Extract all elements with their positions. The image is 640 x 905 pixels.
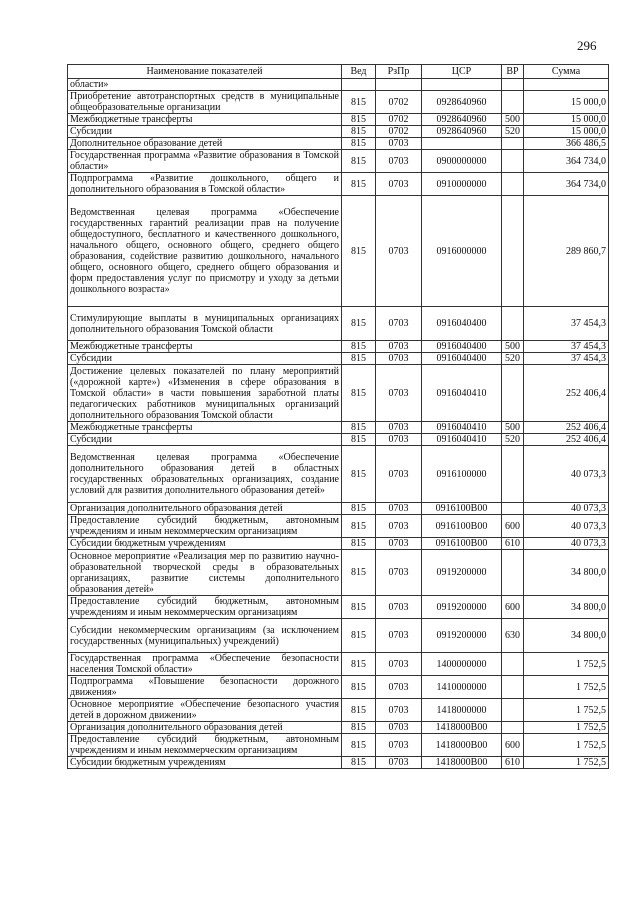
cell-ved: 815 bbox=[342, 653, 376, 676]
cell-sum: 34 800,0 bbox=[524, 596, 609, 619]
cell-name: Субсидии бюджетным учреждениям bbox=[68, 757, 342, 769]
cell-name: Субсидии bbox=[68, 434, 342, 446]
table-row bbox=[68, 722, 609, 734]
cell-sum bbox=[524, 79, 609, 91]
cell-name: Субсидии некоммерческим организациям (за исключением государственных (муниципальных) учреждений) bbox=[68, 619, 342, 653]
cell-vr bbox=[502, 446, 524, 503]
cell-name: Дополнительное образование детей bbox=[68, 138, 342, 150]
cell-vr: 610 bbox=[502, 757, 524, 769]
cell-name: Основное мероприятие «Реализация мер по развитию научно-образовательной творческой среды в образовательных организациях, развитие системы дополнительного образования детей» bbox=[68, 550, 342, 596]
cell-rzpr: 0702 bbox=[376, 126, 422, 138]
cell-csr: 0916040410 bbox=[422, 422, 502, 434]
cell-sum: 40 073,3 bbox=[524, 538, 609, 550]
cell-rzpr: 0703 bbox=[376, 434, 422, 446]
cell-rzpr: 0703 bbox=[376, 734, 422, 757]
cell-ved: 815 bbox=[342, 353, 376, 365]
table-row bbox=[68, 126, 609, 138]
cell-csr: 0916100В00 bbox=[422, 538, 502, 550]
cell-ved: 815 bbox=[342, 503, 376, 515]
cell-vr: 520 bbox=[502, 353, 524, 365]
cell-ved: 815 bbox=[342, 126, 376, 138]
cell-sum: 37 454,3 bbox=[524, 307, 609, 341]
cell-name: Субсидии bbox=[68, 126, 342, 138]
cell-csr: 0928640960 bbox=[422, 91, 502, 114]
header-vr: ВР bbox=[502, 65, 524, 79]
table-row bbox=[68, 196, 609, 307]
cell-vr bbox=[502, 91, 524, 114]
cell-csr: 0910000000 bbox=[422, 173, 502, 196]
cell-name: Государственная программа «Развитие образования в Томской области» bbox=[68, 150, 342, 173]
cell-vr: 520 bbox=[502, 126, 524, 138]
cell-csr: 0928640960 bbox=[422, 114, 502, 126]
cell-sum: 40 073,3 bbox=[524, 503, 609, 515]
cell-name: Межбюджетные трансферты bbox=[68, 422, 342, 434]
cell-csr bbox=[422, 138, 502, 150]
table-row bbox=[68, 422, 609, 434]
cell-name: Межбюджетные трансферты bbox=[68, 341, 342, 353]
table-row bbox=[68, 619, 609, 653]
cell-rzpr: 0703 bbox=[376, 422, 422, 434]
cell-vr: 520 bbox=[502, 434, 524, 446]
cell-csr: 0928640960 bbox=[422, 126, 502, 138]
cell-vr bbox=[502, 173, 524, 196]
header-ved: Вед bbox=[342, 65, 376, 79]
cell-name: Подпрограмма «Развитие дошкольного, общего и дополнительного образования в Томской области» bbox=[68, 173, 342, 196]
cell-vr: 600 bbox=[502, 596, 524, 619]
cell-name: Подпрограмма «Повышение безопасности дорожного движения» bbox=[68, 676, 342, 699]
cell-vr bbox=[502, 503, 524, 515]
cell-rzpr: 0703 bbox=[376, 150, 422, 173]
cell-csr: 1410000000 bbox=[422, 676, 502, 699]
cell-rzpr: 0703 bbox=[376, 653, 422, 676]
cell-ved: 815 bbox=[342, 196, 376, 307]
cell-name: Субсидии бюджетным учреждениям bbox=[68, 538, 342, 550]
cell-rzpr: 0702 bbox=[376, 91, 422, 114]
table-row bbox=[68, 515, 609, 538]
table-row bbox=[68, 353, 609, 365]
cell-vr bbox=[502, 196, 524, 307]
cell-name: Субсидии bbox=[68, 353, 342, 365]
table-row bbox=[68, 596, 609, 619]
cell-csr bbox=[422, 79, 502, 91]
cell-sum: 364 734,0 bbox=[524, 173, 609, 196]
header-rzpr: РзПр bbox=[376, 65, 422, 79]
header-sum: Сумма bbox=[524, 65, 609, 79]
cell-sum: 1 752,5 bbox=[524, 722, 609, 734]
cell-ved: 815 bbox=[342, 734, 376, 757]
cell-ved: 815 bbox=[342, 757, 376, 769]
cell-csr: 0916040410 bbox=[422, 365, 502, 422]
cell-rzpr: 0703 bbox=[376, 341, 422, 353]
table-header-row bbox=[68, 65, 609, 79]
cell-rzpr: 0703 bbox=[376, 307, 422, 341]
table-row bbox=[68, 365, 609, 422]
cell-rzpr: 0703 bbox=[376, 619, 422, 653]
cell-csr: 1418000000 bbox=[422, 699, 502, 722]
cell-name: Ведомственная целевая программа «Обеспечение государственных гарантий реализации прав на получение общедоступного, бесплатного и качественного дошкольного, начального общего, основного общего, среднего общего образования, содействие развитию дошкольного, начального общего, основного общего, среднего общего образования и форм предоставления услуг по присмотру и уходу за детьми дошкольного возраста» bbox=[68, 196, 342, 307]
table-row bbox=[68, 734, 609, 757]
cell-rzpr: 0703 bbox=[376, 503, 422, 515]
cell-csr: 0919200000 bbox=[422, 619, 502, 653]
header-csr: ЦСР bbox=[422, 65, 502, 79]
cell-sum: 366 486,5 bbox=[524, 138, 609, 150]
table-row bbox=[68, 307, 609, 341]
cell-ved: 815 bbox=[342, 307, 376, 341]
cell-name: Межбюджетные трансферты bbox=[68, 114, 342, 126]
cell-ved: 815 bbox=[342, 619, 376, 653]
cell-ved: 815 bbox=[342, 341, 376, 353]
cell-ved: 815 bbox=[342, 422, 376, 434]
cell-rzpr: 0702 bbox=[376, 114, 422, 126]
cell-ved: 815 bbox=[342, 538, 376, 550]
table-row bbox=[68, 173, 609, 196]
cell-vr: 600 bbox=[502, 734, 524, 757]
cell-sum: 1 752,5 bbox=[524, 757, 609, 769]
cell-csr: 0916040400 bbox=[422, 307, 502, 341]
cell-sum: 252 406,4 bbox=[524, 365, 609, 422]
cell-name: Предоставление субсидий бюджетным, автономным учреждениям и иным некоммерческим организациям bbox=[68, 596, 342, 619]
cell-rzpr: 0703 bbox=[376, 550, 422, 596]
cell-rzpr: 0703 bbox=[376, 196, 422, 307]
cell-ved: 815 bbox=[342, 676, 376, 699]
cell-name: Предоставление субсидий бюджетным, автономным учреждениям и иным некоммерческим организациям bbox=[68, 515, 342, 538]
cell-ved: 815 bbox=[342, 173, 376, 196]
cell-name: Ведомственная целевая программа «Обеспечение дополнительного образования детей в областных государственных образовательных организациях, создание условий для развития дополнительного образования детей» bbox=[68, 446, 342, 503]
cell-vr bbox=[502, 676, 524, 699]
table-row bbox=[68, 91, 609, 114]
table-row bbox=[68, 653, 609, 676]
cell-sum: 1 752,5 bbox=[524, 734, 609, 757]
cell-vr bbox=[502, 150, 524, 173]
cell-vr bbox=[502, 699, 524, 722]
cell-sum: 1 752,5 bbox=[524, 676, 609, 699]
cell-csr: 0916040400 bbox=[422, 353, 502, 365]
cell-rzpr: 0703 bbox=[376, 446, 422, 503]
cell-rzpr: 0703 bbox=[376, 676, 422, 699]
cell-sum: 252 406,4 bbox=[524, 422, 609, 434]
cell-sum: 40 073,3 bbox=[524, 515, 609, 538]
cell-vr: 500 bbox=[502, 341, 524, 353]
cell-name: Организация дополнительного образования детей bbox=[68, 722, 342, 734]
cell-vr bbox=[502, 138, 524, 150]
table-row bbox=[68, 446, 609, 503]
table-row bbox=[68, 79, 609, 91]
cell-rzpr: 0703 bbox=[376, 173, 422, 196]
page-number: 296 bbox=[577, 38, 597, 53]
cell-csr: 0919200000 bbox=[422, 596, 502, 619]
table-row bbox=[68, 550, 609, 596]
cell-vr: 600 bbox=[502, 515, 524, 538]
cell-ved: 815 bbox=[342, 434, 376, 446]
cell-sum: 289 860,7 bbox=[524, 196, 609, 307]
cell-ved: 815 bbox=[342, 150, 376, 173]
cell-csr: 0916100000 bbox=[422, 446, 502, 503]
cell-sum: 34 800,0 bbox=[524, 550, 609, 596]
cell-name: Предоставление субсидий бюджетным, автономным учреждениям и иным некоммерческим организациям bbox=[68, 734, 342, 757]
cell-vr bbox=[502, 365, 524, 422]
cell-ved: 815 bbox=[342, 699, 376, 722]
cell-sum: 37 454,3 bbox=[524, 341, 609, 353]
cell-csr: 0916100В00 bbox=[422, 515, 502, 538]
cell-vr: 500 bbox=[502, 114, 524, 126]
cell-ved: 815 bbox=[342, 91, 376, 114]
cell-ved: 815 bbox=[342, 515, 376, 538]
cell-ved: 815 bbox=[342, 114, 376, 126]
cell-sum: 34 800,0 bbox=[524, 619, 609, 653]
cell-sum: 40 073,3 bbox=[524, 446, 609, 503]
cell-sum: 37 454,3 bbox=[524, 353, 609, 365]
cell-csr: 0919200000 bbox=[422, 550, 502, 596]
table-row bbox=[68, 676, 609, 699]
table-row bbox=[68, 114, 609, 126]
cell-vr bbox=[502, 79, 524, 91]
cell-name: области» bbox=[68, 79, 342, 91]
cell-sum: 15 000,0 bbox=[524, 114, 609, 126]
cell-csr: 0916000000 bbox=[422, 196, 502, 307]
cell-vr bbox=[502, 550, 524, 596]
cell-rzpr: 0703 bbox=[376, 365, 422, 422]
cell-sum: 1 752,5 bbox=[524, 653, 609, 676]
cell-csr: 1418000В00 bbox=[422, 734, 502, 757]
cell-vr: 500 bbox=[502, 422, 524, 434]
cell-vr: 610 bbox=[502, 538, 524, 550]
budget-table bbox=[67, 64, 609, 769]
cell-csr: 0900000000 bbox=[422, 150, 502, 173]
cell-vr bbox=[502, 653, 524, 676]
table-row bbox=[68, 150, 609, 173]
cell-rzpr: 0703 bbox=[376, 353, 422, 365]
cell-ved: 815 bbox=[342, 446, 376, 503]
table-row bbox=[68, 503, 609, 515]
cell-name: Приобретение автотранспортных средств в муниципальные общеобразовательные организации bbox=[68, 91, 342, 114]
cell-vr bbox=[502, 307, 524, 341]
cell-rzpr: 0703 bbox=[376, 138, 422, 150]
table-body bbox=[68, 79, 609, 769]
cell-name: Стимулирующие выплаты в муниципальных организациях дополнительного образования Томской области bbox=[68, 307, 342, 341]
cell-rzpr: 0703 bbox=[376, 699, 422, 722]
cell-name: Основное мероприятие «Обеспечение безопасного участия детей в дорожном движении» bbox=[68, 699, 342, 722]
cell-csr: 1418000В00 bbox=[422, 722, 502, 734]
cell-vr bbox=[502, 722, 524, 734]
cell-sum: 15 000,0 bbox=[524, 126, 609, 138]
cell-csr: 0916100В00 bbox=[422, 503, 502, 515]
cell-csr: 1400000000 bbox=[422, 653, 502, 676]
cell-rzpr: 0703 bbox=[376, 757, 422, 769]
cell-rzpr: 0703 bbox=[376, 515, 422, 538]
cell-rzpr: 0703 bbox=[376, 722, 422, 734]
cell-ved: 815 bbox=[342, 365, 376, 422]
cell-rzpr: 0703 bbox=[376, 596, 422, 619]
cell-ved: 815 bbox=[342, 138, 376, 150]
cell-sum: 15 000,0 bbox=[524, 91, 609, 114]
header-name: Наименование показателей bbox=[68, 65, 342, 79]
cell-ved: 815 bbox=[342, 596, 376, 619]
cell-ved bbox=[342, 79, 376, 91]
cell-csr: 1418000В00 bbox=[422, 757, 502, 769]
table-row bbox=[68, 138, 609, 150]
cell-rzpr: 0703 bbox=[376, 538, 422, 550]
cell-name: Государственная программа «Обеспечение безопасности населения Томской области» bbox=[68, 653, 342, 676]
cell-csr: 0916040400 bbox=[422, 341, 502, 353]
cell-name: Организация дополнительного образования детей bbox=[68, 503, 342, 515]
cell-vr: 630 bbox=[502, 619, 524, 653]
table-row bbox=[68, 341, 609, 353]
cell-sum: 252 406,4 bbox=[524, 434, 609, 446]
cell-name: Достижение целевых показателей по плану мероприятий («дорожной карте») «Изменения в сфере образования в Томской области» в части повышения заработной платы педагогических работников муниципальных организаций дополнительного образования Томской области bbox=[68, 365, 342, 422]
table-row bbox=[68, 538, 609, 550]
cell-rzpr bbox=[376, 79, 422, 91]
cell-sum: 364 734,0 bbox=[524, 150, 609, 173]
cell-ved: 815 bbox=[342, 722, 376, 734]
table-row bbox=[68, 434, 609, 446]
cell-sum: 1 752,5 bbox=[524, 699, 609, 722]
table-row bbox=[68, 757, 609, 769]
cell-csr: 0916040410 bbox=[422, 434, 502, 446]
cell-ved: 815 bbox=[342, 550, 376, 596]
table-row bbox=[68, 699, 609, 722]
